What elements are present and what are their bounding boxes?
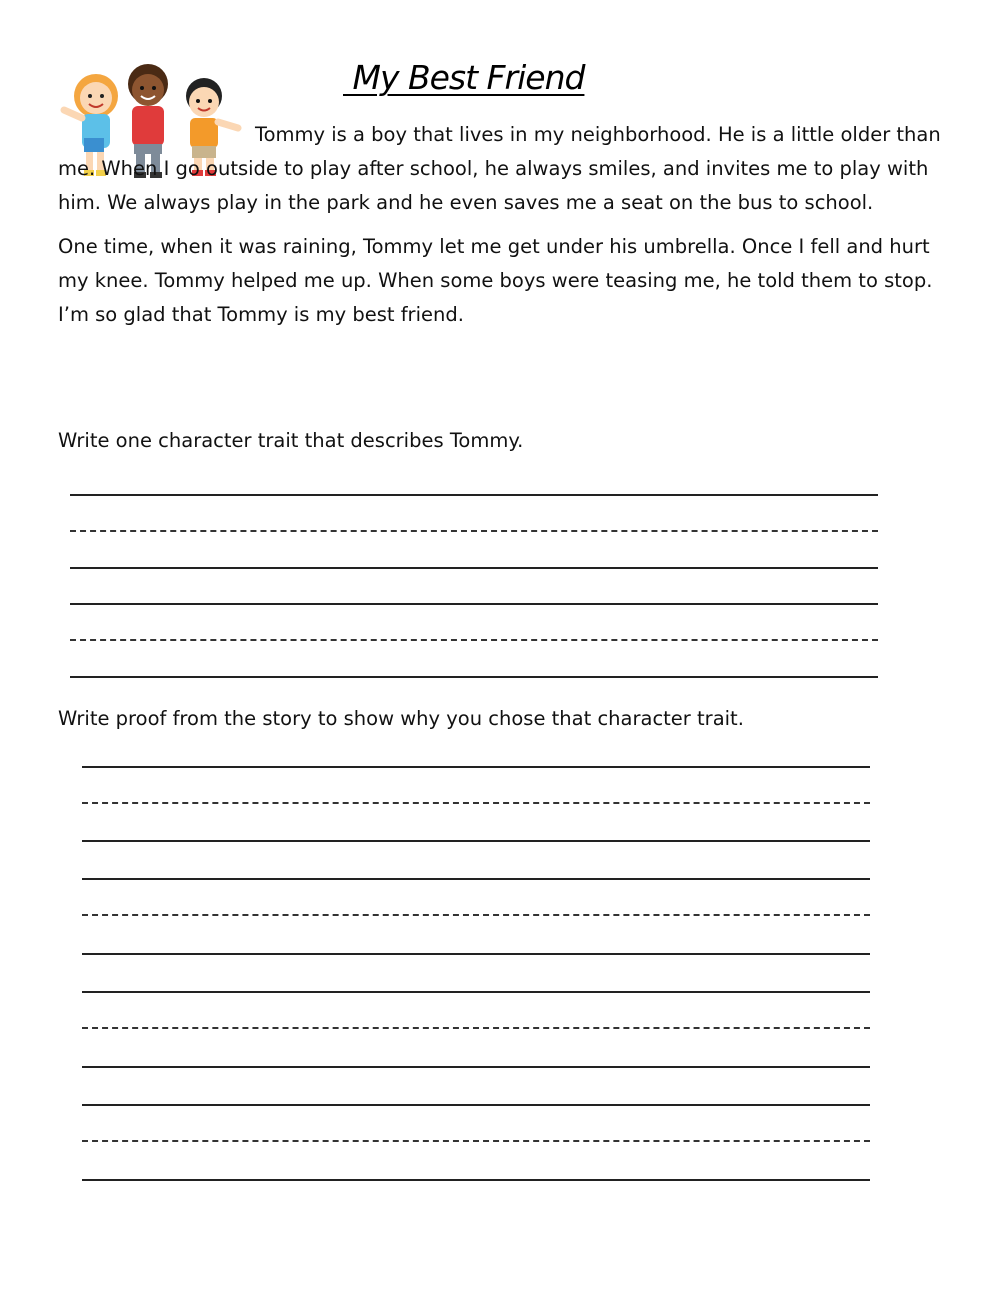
writing-line[interactable] — [82, 1066, 870, 1068]
story-paragraph-1: Tommy is a boy that lives in my neighborhood. He is a little older than me. When I go outside to play after school, he always smiles, and invites me to play with him. We always play in the park and he even saves me a seat on the bus to school. — [58, 123, 941, 214]
writing-guide-line — [82, 1140, 870, 1142]
writing-guide-line — [82, 802, 870, 804]
writing-guide-line — [82, 1027, 870, 1029]
writing-guide-line — [70, 639, 878, 641]
writing-line[interactable] — [70, 494, 878, 496]
writing-line[interactable] — [70, 676, 878, 678]
writing-guide-line — [70, 530, 878, 532]
writing-line[interactable] — [70, 567, 878, 569]
question-2: Write proof from the story to show why you chose that character trait. — [58, 707, 744, 730]
writing-line[interactable] — [82, 953, 870, 955]
writing-line[interactable] — [82, 1104, 870, 1106]
question-1: Write one character trait that describes Tommy. — [58, 429, 524, 452]
worksheet-title: My Best Friend — [343, 58, 585, 97]
writing-line[interactable] — [82, 840, 870, 842]
writing-guide-line — [82, 914, 870, 916]
writing-line[interactable] — [82, 878, 870, 880]
writing-line[interactable] — [82, 991, 870, 993]
writing-line[interactable] — [82, 766, 870, 768]
story-paragraph-2: One time, when it was raining, Tommy let me get under his umbrella. Once I fell and hurt my knee. Tommy helped me up. When some boys were teasing me, he told them to stop. I’m so glad that Tommy is my best friend. — [58, 235, 933, 326]
writing-line[interactable] — [70, 603, 878, 605]
story-text — [58, 118, 948, 332]
writing-line[interactable] — [82, 1179, 870, 1181]
